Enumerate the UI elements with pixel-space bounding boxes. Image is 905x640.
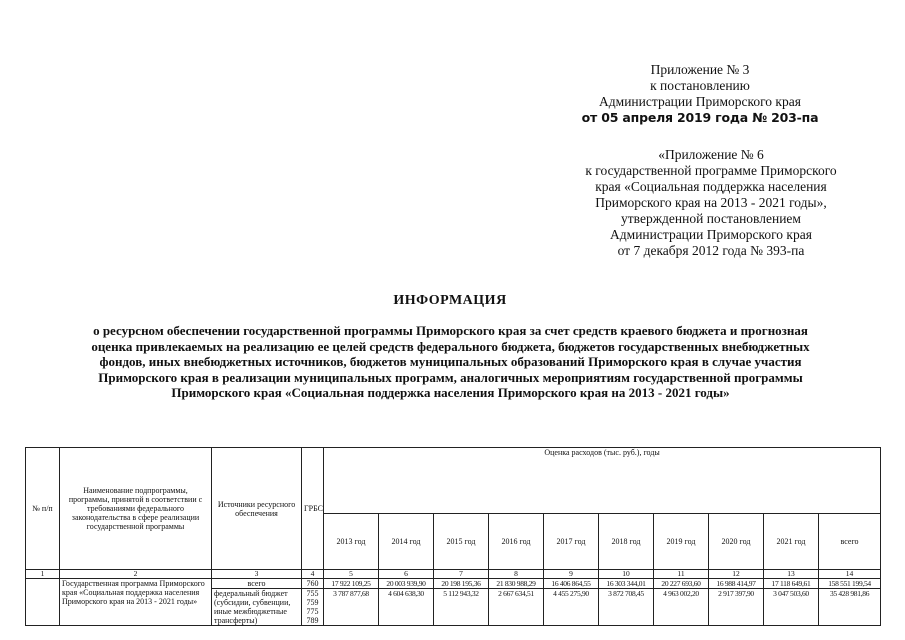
column-number: 12 <box>709 570 764 579</box>
value-cell: 3 872 708,45 <box>599 589 654 626</box>
header-year: 2019 год <box>654 514 709 570</box>
value-cell: 20 198 195,36 <box>434 579 489 589</box>
program-appendix-line-1: «Приложение № 6 <box>658 147 764 162</box>
value-cell: 17 922 109,25 <box>324 579 379 589</box>
column-number: 13 <box>764 570 819 579</box>
header-name: Наименование подпрограммы, программы, принятой в соответствии с требованиями федерального законодательства в сфере реализации государственной программы <box>60 448 212 570</box>
program-appendix-line-7: от 7 декабря 2012 года № 393-па <box>617 243 805 258</box>
column-number: 7 <box>434 570 489 579</box>
header-year: 2014 год <box>379 514 434 570</box>
header-year: 2013 год <box>324 514 379 570</box>
program-appendix-line-4: Приморского края на 2013 - 2021 годы», <box>595 195 827 210</box>
value-cell: 5 112 943,32 <box>434 589 489 626</box>
header-total: всего <box>819 514 881 570</box>
grbs-federal <box>302 589 324 626</box>
column-number: 8 <box>489 570 544 579</box>
appendix-block <box>560 62 840 126</box>
value-cell: 16 988 414,97 <box>709 579 764 589</box>
column-number: 2 <box>60 570 212 579</box>
appendix-line-2: к постановлению <box>650 78 750 93</box>
source-federal: федеральный бюджет (субсидии, субвенции, иные межбюджетные трансферты) <box>212 589 302 626</box>
column-number: 9 <box>544 570 599 579</box>
program-name: Государственная программа Приморского края «Социальная поддержка населения Приморского края на 2013 - 2021 годы» <box>60 579 212 626</box>
value-cell: 16 406 864,55 <box>544 579 599 589</box>
column-number: 4 <box>302 570 324 579</box>
source-total: всего <box>212 579 302 589</box>
header-year: 2017 год <box>544 514 599 570</box>
program-appendix-block <box>566 147 856 259</box>
program-appendix-line-6: Администрации Приморского края <box>610 227 812 242</box>
header-estimate: Оценка расходов (тыс. руб.), годы <box>324 448 881 514</box>
value-cell: 2 917 397,90 <box>709 589 764 626</box>
program-appendix-line-3: края «Социальная поддержка населения <box>595 179 827 194</box>
grbs-total: 760 <box>302 579 324 589</box>
header-year: 2020 год <box>709 514 764 570</box>
appendix-date: от 05 апреля 2019 года № 203-па <box>581 110 819 125</box>
grbs-code: 755 <box>306 589 319 598</box>
value-cell: 16 303 344,01 <box>599 579 654 589</box>
header-year: 2021 год <box>764 514 819 570</box>
column-number: 3 <box>212 570 302 579</box>
table-row-total <box>26 579 881 589</box>
value-cell: 3 787 877,68 <box>324 589 379 626</box>
column-number: 10 <box>599 570 654 579</box>
value-cell: 4 604 638,30 <box>379 589 434 626</box>
column-number-row <box>26 570 881 579</box>
value-cell: 2 667 634,51 <box>489 589 544 626</box>
value-cell-total: 158 551 199,54 <box>819 579 881 589</box>
value-cell: 21 830 988,29 <box>489 579 544 589</box>
header-year: 2018 год <box>599 514 654 570</box>
row-num-cell <box>26 579 60 626</box>
appendix-line-1: Приложение № 3 <box>650 62 750 77</box>
appendix-line-3: Администрации Приморского края <box>599 94 801 109</box>
column-number: 11 <box>654 570 709 579</box>
header-source: Источники ресурсного обеспечения <box>212 448 302 570</box>
header-year: 2015 год <box>434 514 489 570</box>
value-cell: 3 047 503,60 <box>764 589 819 626</box>
program-appendix-line-2: к государственной программе Приморского <box>585 163 837 178</box>
column-number: 6 <box>379 570 434 579</box>
program-appendix-line-5: утвержденной постановлением <box>621 211 801 226</box>
value-cell: 20 227 693,60 <box>654 579 709 589</box>
header-year: 2016 год <box>489 514 544 570</box>
value-cell: 4 963 002,20 <box>654 589 709 626</box>
column-number: 14 <box>819 570 881 579</box>
header-grbs: ГРБС <box>302 448 324 570</box>
value-cell-total: 35 428 981,86 <box>819 589 881 626</box>
grbs-code: 775 <box>306 607 319 616</box>
column-number: 1 <box>26 570 60 579</box>
document-heading: ИНФОРМАЦИЯ <box>393 293 507 308</box>
resource-table <box>25 447 881 626</box>
grbs-code: 789 <box>306 616 319 625</box>
document-subheading: о ресурсном обеспечении государственной программы Приморского края за счет средств краевого бюджета и прогнозная оценка привлекаемых на реализацию ее целей средств федерального бюджета, бюджетов государственных внебюджетных фондов, иных внебюджетных источников, бюджетов муниципальных образований Приморского края в случае участия Приморского края в реализации муниципальных программ, аналогичных мероприятиям государственной программы Приморского края «Социальная поддержка населения Приморского края на 2013 - 2021 годы» <box>91 323 810 400</box>
value-cell: 4 455 275,90 <box>544 589 599 626</box>
value-cell: 17 118 649,61 <box>764 579 819 589</box>
grbs-code: 759 <box>306 598 319 607</box>
value-cell: 20 003 939,90 <box>379 579 434 589</box>
column-number: 5 <box>324 570 379 579</box>
header-num: № п/п <box>26 448 60 570</box>
